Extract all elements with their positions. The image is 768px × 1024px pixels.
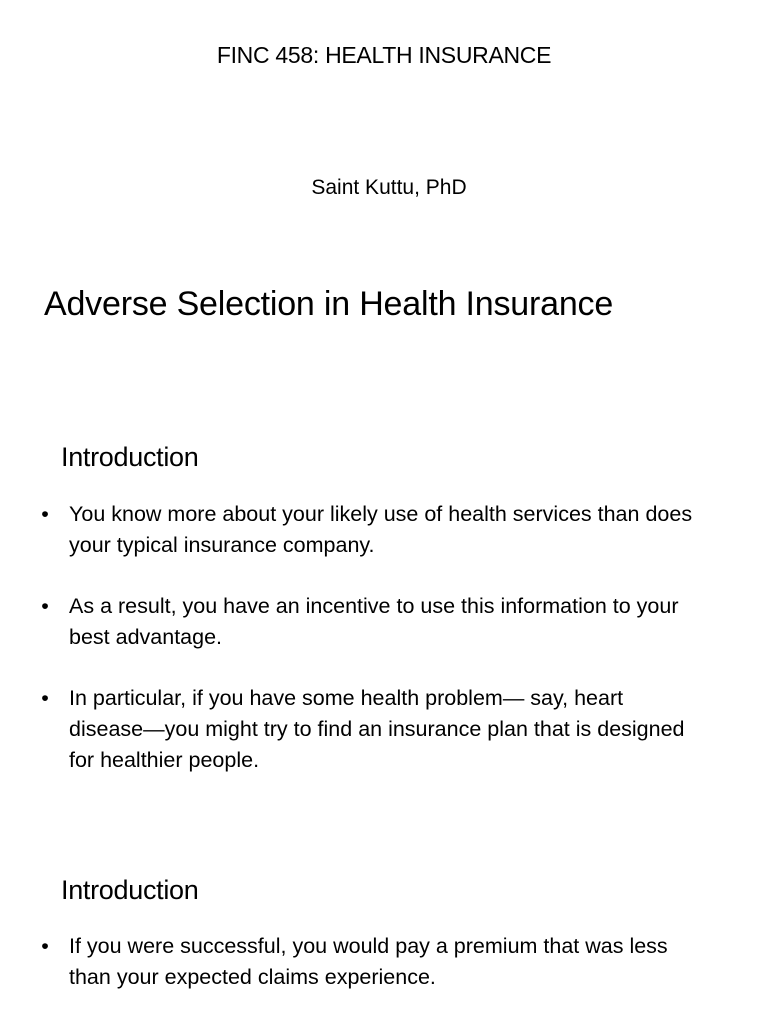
bullet-dot: •	[41, 594, 49, 618]
section-heading-introduction: Introduction	[61, 442, 199, 472]
bullet-text: If you were successful, you would pay a premium that was less than your expected claims experience.	[69, 934, 668, 989]
course-code: FINC 458:	[216, 42, 319, 68]
bullet-list	[38, 499, 698, 806]
bullet-dot: •	[41, 686, 49, 710]
bullet-dot: •	[41, 502, 49, 526]
bullet-dot: •	[41, 934, 49, 958]
bullet-list	[38, 931, 698, 1023]
list-item	[38, 683, 698, 776]
list-item	[38, 499, 698, 561]
bullet-text: You know more about your likely use of health services than does your typical insurance company.	[69, 502, 693, 557]
author-name: Saint Kuttu, PhD	[311, 176, 467, 199]
slide-title: Adverse Selection in Health Insurance	[44, 285, 614, 323]
course-name: HEALTH INSURANCE	[325, 42, 552, 68]
list-item	[38, 931, 698, 993]
course-title	[0, 40, 768, 70]
list-item	[38, 591, 698, 653]
bullet-text: In particular, if you have some health problem— say, heart disease—you might try to find an insurance plan that is designed for healthier people.	[69, 686, 685, 772]
section-heading-introduction: Introduction	[61, 875, 199, 905]
bullet-text: As a result, you have an incentive to use this information to your best advantage.	[69, 594, 679, 649]
